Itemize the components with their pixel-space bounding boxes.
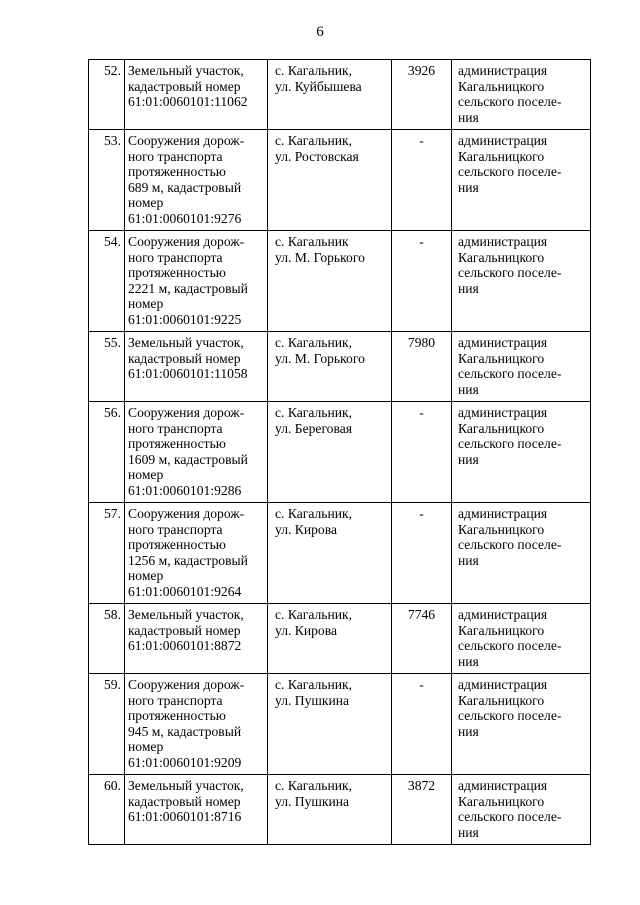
row-number: 60. <box>89 775 125 845</box>
table-row <box>89 674 591 775</box>
object-address: с. Кагальник, ул. Куйбышева <box>268 60 392 130</box>
object-owner: администрация Кагальницкого сельского поселе- ния <box>452 231 591 332</box>
object-address: с. Кагальник, ул. Пушкина <box>268 674 392 775</box>
object-address: с. Кагальник, ул. Кирова <box>268 503 392 604</box>
row-number: 59. <box>89 674 125 775</box>
row-number: 55. <box>89 332 125 402</box>
object-owner: администрация Кагальницкого сельского поселе- ния <box>452 674 591 775</box>
object-description: Сооружения дорож- ного транспорта протяженностью 689 м, кадастровый номер 61:01:0060101:9276 <box>125 130 268 231</box>
row-number: 58. <box>89 604 125 674</box>
row-number: 57. <box>89 503 125 604</box>
object-area: - <box>392 130 452 231</box>
object-owner: администрация Кагальницкого сельского поселе- ния <box>452 402 591 503</box>
page-number: 6 <box>316 24 324 40</box>
table-row <box>89 60 591 130</box>
table-row <box>89 130 591 231</box>
object-description: Сооружения дорож- ного транспорта протяженностью 1256 м, кадастровый номер 61:01:0060101:9264 <box>125 503 268 604</box>
object-description: Сооружения дорож- ного транспорта протяженностью 945 м, кадастровый номер 61:01:0060101:9209 <box>125 674 268 775</box>
table-row <box>89 604 591 674</box>
object-owner: администрация Кагальницкого сельского поселе- ния <box>452 775 591 845</box>
object-description: Сооружения дорож- ного транспорта протяженностью 2221 м, кадастровый номер 61:01:0060101:9225 <box>125 231 268 332</box>
object-owner: администрация Кагальницкого сельского поселе- ния <box>452 604 591 674</box>
table-row <box>89 332 591 402</box>
object-address: с. Кагальник, ул. Береговая <box>268 402 392 503</box>
table-row <box>89 775 591 845</box>
object-area: - <box>392 674 452 775</box>
table-row <box>89 503 591 604</box>
object-address: с. Кагальник, ул. Кирова <box>268 604 392 674</box>
object-area: - <box>392 402 452 503</box>
object-description: Земельный участок, кадастровый номер 61:01:0060101:8716 <box>125 775 268 845</box>
object-area: 3872 <box>392 775 452 845</box>
row-number: 56. <box>89 402 125 503</box>
object-area: - <box>392 503 452 604</box>
object-owner: администрация Кагальницкого сельского поселе- ния <box>452 503 591 604</box>
object-description: Земельный участок, кадастровый номер 61:01:0060101:11062 <box>125 60 268 130</box>
object-description: Земельный участок, кадастровый номер 61:01:0060101:11058 <box>125 332 268 402</box>
object-owner: администрация Кагальницкого сельского поселе- ния <box>452 332 591 402</box>
row-number: 52. <box>89 60 125 130</box>
table-row <box>89 231 591 332</box>
object-owner: администрация Кагальницкого сельского поселе- ния <box>452 130 591 231</box>
object-area: 7980 <box>392 332 452 402</box>
object-area: 7746 <box>392 604 452 674</box>
object-owner: администрация Кагальницкого сельского поселе- ния <box>452 60 591 130</box>
row-number: 54. <box>89 231 125 332</box>
row-number: 53. <box>89 130 125 231</box>
object-address: с. Кагальник, ул. Ростовская <box>268 130 392 231</box>
object-address: с. Кагальник, ул. Пушкина <box>268 775 392 845</box>
object-area: - <box>392 231 452 332</box>
object-address: с. Кагальник ул. М. Горького <box>268 231 392 332</box>
object-area: 3926 <box>392 60 452 130</box>
table-row <box>89 402 591 503</box>
object-description: Сооружения дорож- ного транспорта протяженностью 1609 м, кадастровый номер 61:01:0060101:9286 <box>125 402 268 503</box>
table-body <box>89 60 591 845</box>
object-address: с. Кагальник, ул. М. Горького <box>268 332 392 402</box>
property-table <box>88 59 591 845</box>
object-description: Земельный участок, кадастровый номер 61:01:0060101:8872 <box>125 604 268 674</box>
